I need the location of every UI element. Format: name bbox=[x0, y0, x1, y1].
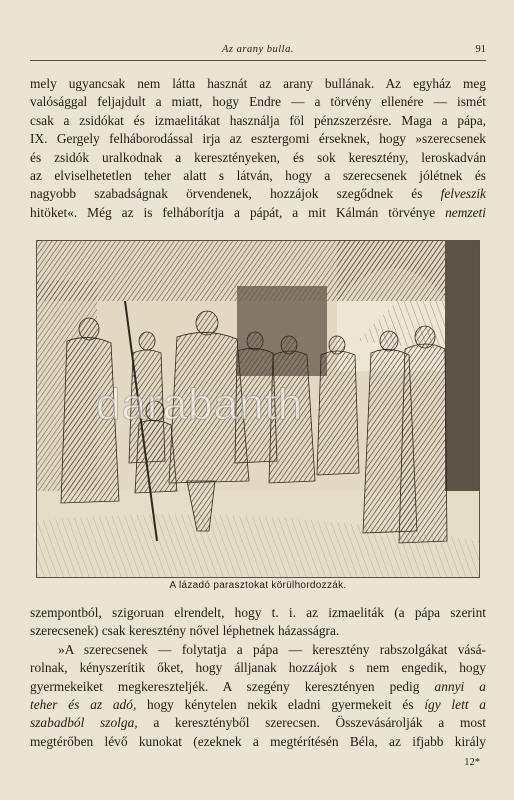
text-line: mely ugyancsak nem látta hasznát az arany bullának. Az egyház meg bbox=[30, 76, 486, 91]
text-line: hitöket«. Még az is felháborítja a pápát, a mit Kálmán törvénye nemzeti bbox=[30, 204, 486, 220]
text-line: gyermekeiket megkereszteljék. A szegény keresztényen pedig annyi a bbox=[30, 678, 486, 694]
text-line: teher és az adó, hogy kénytelen nekik eladni gyermekeit és így lett a bbox=[30, 697, 486, 713]
italic-phrase: így lett a bbox=[424, 697, 486, 713]
text-line: valósággal feljajdult a miatt, hogy Endre — a törvény ellenére — ismét bbox=[30, 94, 486, 110]
signature-mark: 12* bbox=[464, 757, 480, 768]
italic-word: nemzeti bbox=[445, 204, 486, 220]
header-rule bbox=[30, 60, 486, 61]
italic-word: felveszik bbox=[440, 186, 486, 202]
text-line: szempontból, szigoruan elrendelt, hogy t. i. az izmaeliták (a pápa szerint bbox=[30, 605, 486, 620]
text-line: rolnak, kényszerítik őket, hogy álljanak hozzájok s nem engedik, hogy bbox=[30, 660, 486, 676]
paragraph-bottom bbox=[30, 604, 486, 751]
text-line: az elviselhetetlen teher alatt s látván, hogy a szerecsenek jólétnek és bbox=[30, 168, 486, 184]
italic-phrase: szabadból szolga, bbox=[30, 715, 138, 731]
text-line: »A szerecsenek — folytatja a pápa — keresztény rabszolgákat vásá- bbox=[58, 641, 486, 657]
italic-phrase: annyi a bbox=[434, 678, 486, 694]
page-number: 91 bbox=[475, 44, 486, 55]
text-line: és zsidók uralkodnak a keresztényeken, és sok keresztény, leroskadván bbox=[30, 149, 486, 165]
text-line: csak a zsidókat és izmaelitákat használja föl pénzszerzésre. Maga a pápa, bbox=[30, 112, 486, 128]
illustration-caption: A lázadó parasztokat körülhordozzák. bbox=[169, 580, 347, 591]
running-title: Az arany bulla. bbox=[222, 44, 294, 55]
text-line: szabadból szolga, a keresztényből szerecsen. Összevásárolják a most bbox=[30, 715, 486, 731]
watermark: darabanth bbox=[96, 380, 304, 429]
text-line: szerecsenek) csak keresztény nővel léphetnek házasságra. bbox=[30, 623, 340, 639]
running-header bbox=[30, 44, 486, 58]
text-line: IX. Gergely felháborodással irja az esztergomi érseknek, hogy »szerecsenek bbox=[30, 131, 486, 147]
italic-phrase: teher és az adó, bbox=[30, 697, 137, 713]
text-line: megtérőben lévő kunokat (ezeknek a megtérítésén Béla, az ifjabb király bbox=[30, 733, 486, 749]
text-line: nagyobb szabadságnak örvendenek, hozzájok szegődnek és felveszik bbox=[30, 186, 486, 202]
paragraph-top bbox=[30, 75, 486, 222]
